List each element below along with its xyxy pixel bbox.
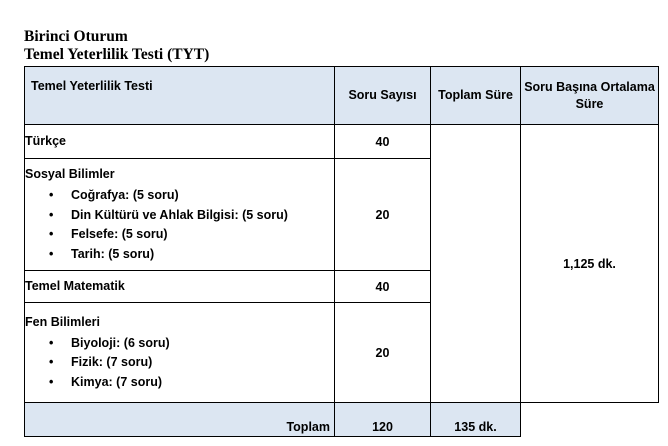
count-cell: 40 (335, 271, 431, 303)
subject-cell (25, 125, 335, 159)
list-item: • Tarih: (5 soru) (25, 245, 334, 265)
subject-title: Fen Bilimleri (25, 314, 101, 329)
header-row (25, 67, 659, 125)
subtopic-list (25, 334, 334, 393)
list-item: • Kimya: (7 soru) (25, 373, 334, 393)
header-total-time: Toplam Süre (431, 67, 521, 125)
session-heading: Birinci Oturum (24, 28, 128, 45)
total-time-blank (431, 125, 521, 403)
header-question-count: Soru Sayısı (335, 67, 431, 125)
list-item: • Coğrafya: (5 soru) (25, 186, 334, 206)
list-item: • Felsefe: (5 soru) (25, 225, 334, 245)
list-item: • Din Kültürü ve Ahlak Bilgisi: (5 soru) (25, 206, 334, 226)
total-row (25, 403, 659, 437)
total-empty (521, 403, 659, 437)
total-duration: 135 dk. (431, 403, 521, 437)
count-cell: 20 (335, 303, 431, 403)
header-avg-time: Soru Başına Ortalama Süre (521, 67, 659, 125)
count-cell: 20 (335, 159, 431, 271)
subject-title: Türkçe (25, 134, 66, 148)
avg-time-cell: 1,125 dk. (521, 125, 659, 403)
header-test-name: Temel Yeterlilik Testi (25, 67, 335, 125)
tyt-table (24, 66, 659, 437)
subject-cell (25, 271, 335, 303)
table-row (25, 125, 659, 159)
subject-title: Sosyal Bilimler (25, 167, 115, 181)
list-item: • Biyoloji: (6 soru) (25, 334, 334, 354)
subject-cell (25, 159, 335, 271)
list-item: • Fizik: (7 soru) (25, 353, 334, 373)
count-cell: 40 (335, 125, 431, 159)
subject-cell (25, 303, 335, 403)
total-label: Toplam (25, 403, 335, 437)
total-count: 120 (335, 403, 431, 437)
subject-title: Temel Matematik (25, 279, 125, 293)
subtopic-list (25, 186, 334, 264)
test-title-heading: Temel Yeterlilik Testi (TYT) (24, 46, 210, 63)
